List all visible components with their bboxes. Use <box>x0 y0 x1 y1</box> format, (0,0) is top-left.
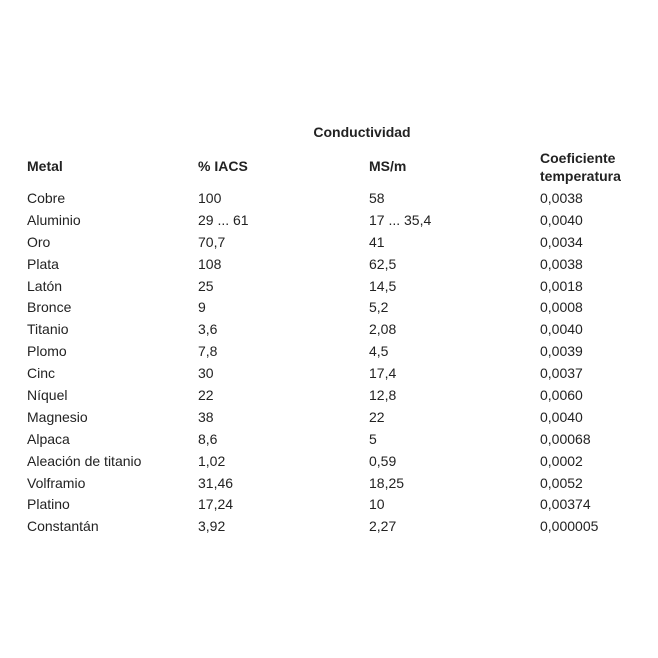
coef-cell: 0,0040 <box>540 408 583 425</box>
coef-cell: 0,0040 <box>540 211 583 228</box>
coef-cell: 0,0040 <box>540 321 583 338</box>
metal-cell: Constantán <box>27 518 99 535</box>
iacs-cell: 25 <box>198 277 214 294</box>
iacs-cell: 22 <box>198 387 214 404</box>
header-coef-line1: Coeficiente <box>540 150 616 166</box>
table-row <box>0 231 658 253</box>
coef-cell: 0,0018 <box>540 277 583 294</box>
table-row <box>0 296 658 318</box>
metal-cell: Níquel <box>27 387 68 404</box>
metal-cell: Volframio <box>27 474 86 491</box>
table-row <box>0 209 658 231</box>
ms-m-cell: 62,5 <box>369 255 397 272</box>
iacs-cell: 70,7 <box>198 233 226 250</box>
ms-m-cell: 41 <box>369 233 385 250</box>
table-row <box>0 362 658 384</box>
ms-m-cell: 5 <box>369 430 377 447</box>
coef-cell: 0,0038 <box>540 190 583 206</box>
header-ms-m: MS/m <box>369 158 407 174</box>
iacs-cell: 38 <box>198 408 214 425</box>
table-row <box>0 472 658 494</box>
header-iacs: % IACS <box>198 158 248 174</box>
ms-m-cell: 4,5 <box>369 343 389 360</box>
iacs-cell: 29 ... 61 <box>198 211 249 228</box>
metal-cell: Aluminio <box>27 211 81 228</box>
ms-m-cell: 2,27 <box>369 518 397 535</box>
coef-cell: 0,0034 <box>540 233 583 250</box>
coef-cell: 0,00068 <box>540 430 591 447</box>
metal-cell: Oro <box>27 233 51 250</box>
metal-cell: Titanio <box>27 321 69 338</box>
header-coef-line2: temperatura <box>540 168 621 184</box>
metal-cell: Cinc <box>27 365 56 382</box>
metal-cell: Platino <box>27 496 70 513</box>
table-row <box>0 493 658 515</box>
table-row <box>0 253 658 275</box>
table-row <box>0 406 658 428</box>
metal-cell: Cobre <box>27 190 66 206</box>
table-row <box>0 275 658 297</box>
header-coef <box>540 149 621 185</box>
metal-cell: Bronce <box>27 299 72 316</box>
coef-cell: 0,0037 <box>540 365 583 382</box>
metal-cell: Magnesio <box>27 408 88 425</box>
metal-cell: Latón <box>27 277 63 294</box>
ms-m-cell: 12,8 <box>369 387 397 404</box>
ms-m-cell: 0,59 <box>369 452 397 469</box>
ms-m-cell: 14,5 <box>369 277 397 294</box>
coef-cell: 0,0002 <box>540 452 583 469</box>
coef-cell: 0,0008 <box>540 299 583 316</box>
iacs-cell: 8,6 <box>198 430 218 447</box>
iacs-cell: 3,92 <box>198 518 226 535</box>
table-row <box>0 515 658 537</box>
table-row <box>0 187 658 209</box>
ms-m-cell: 5,2 <box>369 299 389 316</box>
iacs-cell: 17,24 <box>198 496 234 513</box>
table-row <box>0 450 658 472</box>
iacs-cell: 30 <box>198 365 214 382</box>
metal-cell: Aleación de titanio <box>27 452 142 469</box>
table-row <box>0 318 658 340</box>
iacs-cell: 3,6 <box>198 321 218 338</box>
ms-m-cell: 22 <box>369 408 385 425</box>
table-row <box>0 384 658 406</box>
coef-cell: 0,000005 <box>540 518 599 535</box>
iacs-cell: 108 <box>198 255 222 272</box>
ms-m-cell: 17 ... 35,4 <box>369 211 432 228</box>
header-metal: Metal <box>27 158 63 174</box>
table-title: Conductividad <box>313 124 411 140</box>
coef-cell: 0,0038 <box>540 255 583 272</box>
coef-cell: 0,0052 <box>540 474 583 491</box>
iacs-cell: 7,8 <box>198 343 218 360</box>
metal-cell: Plata <box>27 255 59 272</box>
ms-m-cell: 10 <box>369 496 385 513</box>
iacs-cell: 1,02 <box>198 452 226 469</box>
iacs-cell: 31,46 <box>198 474 234 491</box>
ms-m-cell: 2,08 <box>369 321 397 338</box>
ms-m-cell: 18,25 <box>369 474 405 491</box>
table-row <box>0 340 658 362</box>
iacs-cell: 9 <box>198 299 206 316</box>
ms-m-cell: 58 <box>369 190 385 206</box>
metal-cell: Alpaca <box>27 430 70 447</box>
table-body <box>0 187 658 537</box>
coef-cell: 0,0039 <box>540 343 583 360</box>
iacs-cell: 100 <box>198 190 222 206</box>
ms-m-cell: 17,4 <box>369 365 397 382</box>
coef-cell: 0,00374 <box>540 496 591 513</box>
coef-cell: 0,0060 <box>540 387 583 404</box>
metal-cell: Plomo <box>27 343 67 360</box>
table-row <box>0 428 658 450</box>
